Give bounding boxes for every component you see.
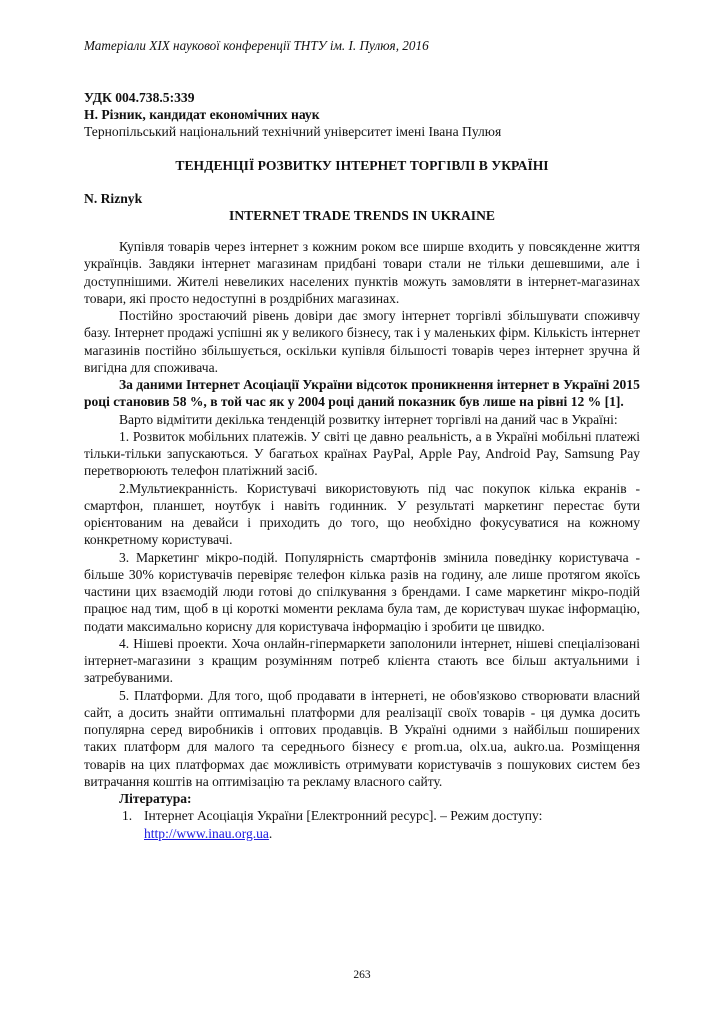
title-en: INTERNET TRADE TRENDS IN UKRAINE	[229, 208, 495, 223]
list-item-trend: 1. Розвиток мобільних платежів. У світі це давно реальність, а в Україні мобільні платежі тільки-тільки запускаються. У багатьох країнах PayPal, Apple Pay, Android Pay, Samsung Pay перетворюють телефон платіжний засіб.	[84, 428, 640, 479]
literature-heading: Література:	[119, 791, 192, 806]
reference-end: .	[268, 825, 273, 841]
paragraph: Купівля товарів через інтернет з кожним роком все ширше входить у повсякденне життя українців. Завдяки інтернет магазинам придбані товари стали не тільки дешевшими, але і доступнішими. Жителі невеликих населених пунктів можуть замовляти в інтернет-магазинах товари, які просто недоступні в роздрібних магазинах.	[84, 239, 640, 306]
author-ua: Н. Різник, кандидат економічних наук	[84, 107, 320, 122]
paragraph: Постійно зростаючий рівень довіри дає змогу інтернет торгівлі збільшувати споживчу базу. Інтернет продажі успішні як у великого бізнесу, так і у маленьких фірм. Кількість інтернет магазинів постійно збільшується, оскільки купівля більшості товарів через інтернет зручна й вигідна для споживача.	[84, 308, 640, 375]
page-number: 263	[353, 969, 371, 981]
list-item-trend: 4. Нішеві проекти. Хоча онлайн-гіпермаркети заполонили інтернет, нішеві спеціалізовані інтернет-магазини з кращим розумінням потреб клієнта стають все більш актуальними і затребуваними.	[84, 635, 640, 686]
list-item-trend: 2.Мультиекранність. Користувачі використовують під час покупок кілька екранів - смартфон, планшет, ноутбук і навіть годинник. У результаті маркетинг перестає бути орієнтованим на девайси і приходить до того, що необхідно фокусуватися на кожному конкретному користувачі.	[84, 480, 640, 548]
list-item-trend: 5. Платформи. Для того, щоб продавати в інтернеті, не обов'язково створювати власний сайт, а досить знайти оптимальні платформи для реалізації своїх товарів - ця думка досить популярна серед виробників і оптових продавців. В Україні одними з найбільш поширених таких платформ для малого та середнього бізнесу є prom.ua, olx.ua, aukro.ua. Розміщення товарів на цих платформах дає можливість отримувати користувачів з пошукових систем без витрачання коштів на оптимізацію та рекламу власного сайту.	[84, 687, 640, 789]
paragraph-highlight: За даними Інтернет Асоціації України відсоток проникнення інтернет в Україні 2015 році становив 58 %, в той час як у 2004 році даний показник був лише на рівні 12 % [1].	[84, 377, 640, 410]
title-ua: ТЕНДЕНЦІЇ РОЗВИТКУ ІНТЕРНЕТ ТОРГІВЛІ В УКРАЇНІ	[175, 158, 549, 173]
list-item-trend: 3. Маркетинг мікро-подій. Популярність смартфонів змінила поведінку користувача - більше 30% користувачів перевіряє телефон кілька разів на годину, але лише протягом якоїсь частини цих взаємодій люди готові до спілкування з брендами. І саме маркетинг мікро-подій працює над тим, щоб в ці короткі моменти реклама була там, де користувач шукає інформацію, подати максимально корисну для користувача інформацію і зробити це швидко.	[84, 549, 640, 634]
reference-item	[84, 807, 640, 842]
paragraph: Варто відмітити декілька тенденцій розвитку інтернет торгівлі на даний час в Україні:	[119, 411, 618, 427]
author-en: N. Riznyk	[84, 191, 143, 206]
udc-code: УДК 004.738.5:339	[84, 90, 195, 105]
running-header: Матеріали ХІХ наукової конференції ТНТУ ім. І. Пулюя, 2016	[84, 38, 429, 53]
affiliation: Тернопільський національний технічний університет імені Івана Пулюя	[84, 124, 502, 139]
article-body	[84, 238, 640, 842]
reference-link[interactable]: http://www.inau.org.ua	[144, 825, 269, 841]
reference-number: 1.	[122, 808, 133, 824]
reference-text: Інтернет Асоціація України [Електронний ресурс]. – Режим доступу:	[144, 808, 543, 824]
